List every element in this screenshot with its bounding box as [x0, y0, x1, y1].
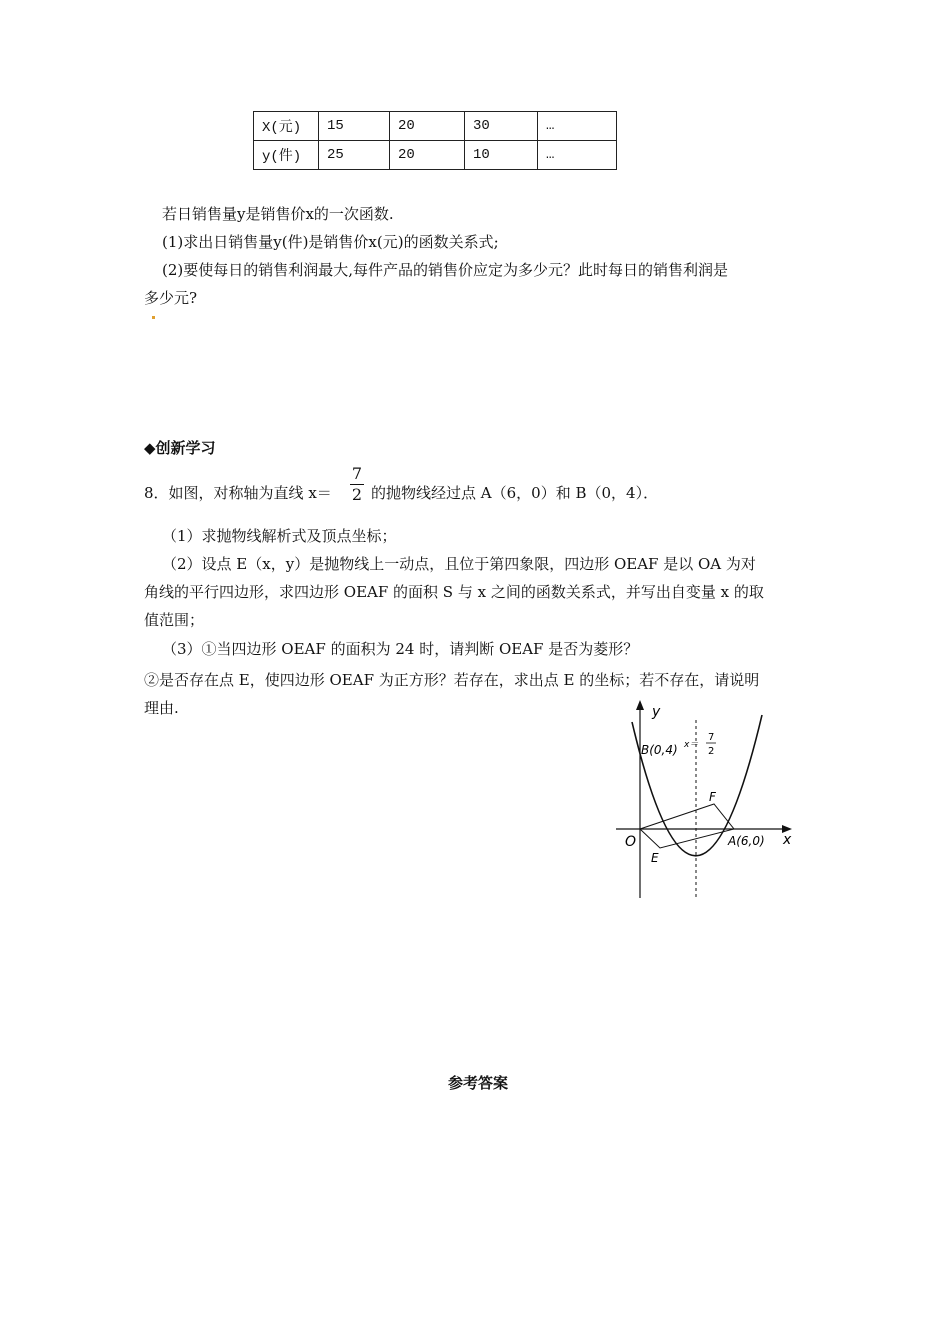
y-axis-label: y	[652, 704, 661, 720]
problem8-part3-line2: ②是否存在点 E，使四边形 OEAF 为正方形？若存在，求出点 E 的坐标；若不存在，请说明	[144, 671, 760, 689]
table-cell: 15	[319, 112, 390, 141]
problem8-part2-line2: 角线的平行四边形，求四边形 OEAF 的面积 S 与 x 之间的函数关系式，并写出自变量 x 的取	[144, 583, 764, 601]
table-row	[254, 141, 617, 170]
table-cell: …	[538, 112, 617, 141]
table-cell: 30	[465, 112, 538, 141]
y-axis-arrow-icon	[636, 700, 644, 710]
problem8-part2-line3: 值范围；	[144, 611, 205, 629]
problem7-question1: (1)求出日销售量y(件)是销售价x(元)的函数关系式;	[162, 233, 499, 251]
symmetry-label-denominator: 2	[708, 746, 715, 757]
parabola-figure	[610, 700, 810, 905]
symmetry-fraction	[350, 465, 364, 504]
point-f-label: F	[709, 790, 716, 804]
problem7-intro: 若日销售量y是销售价x的一次函数.	[162, 205, 394, 223]
symmetry-label: x＝	[684, 740, 699, 750]
problem7-question2-line2: 多少元?	[144, 289, 198, 307]
price-sales-table	[253, 111, 617, 170]
table-cell: 20	[390, 141, 465, 170]
origin-label: O	[625, 834, 637, 850]
problem8-stem-end: 的抛物线经过点 A（6，0）和 B（0，4）．	[371, 484, 659, 502]
table-cell: y(件)	[254, 141, 319, 170]
symmetry-label-numerator: 7	[708, 732, 715, 743]
table-cell: …	[538, 141, 617, 170]
point-a-label: A(6,0)	[728, 834, 765, 848]
point-b-label: B(0,4)	[641, 743, 678, 757]
problem7-question2-line1: (2)要使每日的销售利润最大,每件产品的销售价应定为多少元？此时每日的销售利润是	[162, 261, 729, 279]
table-cell: 10	[465, 141, 538, 170]
problem8-part3-line3: 理由.	[144, 699, 179, 717]
parallelogram-oeaf	[640, 804, 734, 848]
answers-heading: 参考答案	[448, 1074, 509, 1092]
fraction-numerator: 7	[351, 464, 363, 483]
table-row	[254, 112, 617, 141]
problem8-part2-line1: （2）设点 E（x，y）是抛物线上一动点，且位于第四象限，四边形 OEAF 是以 OA 为对	[162, 555, 756, 573]
x-axis-label: x	[783, 832, 792, 848]
fraction-denominator: 2	[351, 485, 363, 504]
stray-mark	[152, 316, 155, 319]
section-heading: ◆创新学习	[144, 439, 216, 457]
problem8-part3-line1: （3）①当四边形 OEAF 的面积为 24 时，请判断 OEAF 是否为菱形？	[162, 640, 639, 658]
table-cell: 25	[319, 141, 390, 170]
table-cell: X(元)	[254, 112, 319, 141]
table-cell: 20	[390, 112, 465, 141]
point-e-label: E	[651, 851, 659, 865]
problem8-part1: （1）求抛物线解析式及顶点坐标；	[162, 527, 397, 545]
problem8-stem-start: 8．如图，对称轴为直线 x＝	[144, 484, 332, 502]
